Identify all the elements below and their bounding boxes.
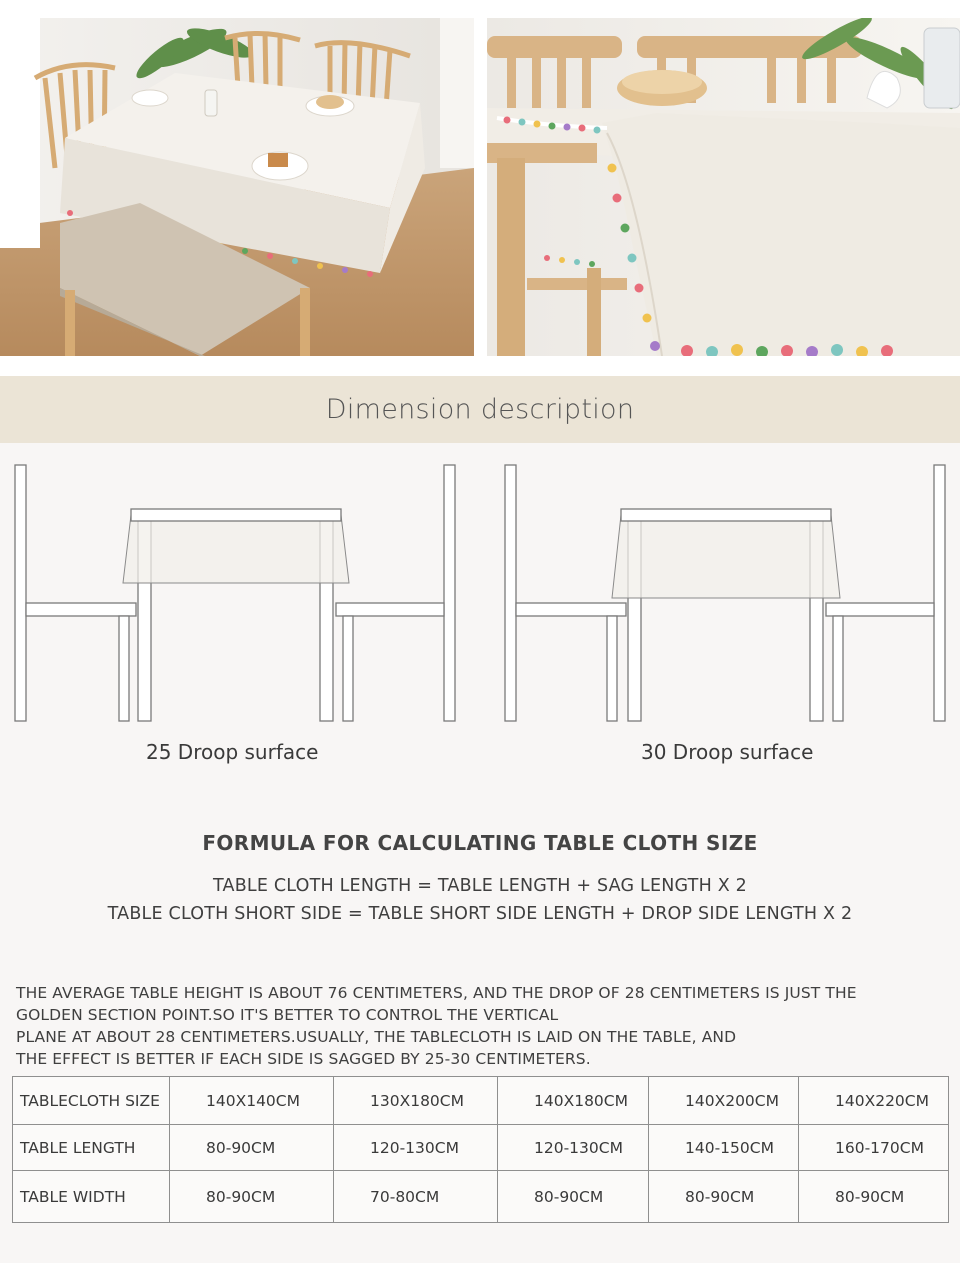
left-chair-seat xyxy=(516,603,626,616)
right-chair-leg xyxy=(833,616,843,721)
table-cell: 80-90CM xyxy=(649,1171,799,1223)
note-line: THE EFFECT IS BETTER IF EACH SIDE IS SAGGED BY 25-30 CENTIMETERS. xyxy=(16,1050,591,1068)
diagram-30-droop xyxy=(490,460,960,730)
size-table xyxy=(12,1076,949,1223)
note-line: GOLDEN SECTION POINT.SO IT'S BETTER TO CONTROL THE VERTICAL xyxy=(16,1006,559,1024)
table-cell: 140X140CM xyxy=(170,1077,334,1125)
left-chair-leg xyxy=(119,616,129,721)
left-chair-seat xyxy=(26,603,136,616)
table-cell: 140-150CM xyxy=(649,1125,799,1171)
table-cell: 70-80CM xyxy=(334,1171,498,1223)
table-row xyxy=(13,1077,949,1125)
note-line: PLANE AT ABOUT 28 CENTIMETERS.USUALLY, THE TABLECLOTH IS LAID ON THE TABLE, AND xyxy=(16,1028,737,1046)
section-title: Dimension description xyxy=(325,394,635,425)
caption-30-droop: 30 Droop surface xyxy=(641,740,814,764)
right-chair-back xyxy=(934,465,945,721)
table-cell: 80-90CM xyxy=(498,1171,649,1223)
row-header: TABLECLOTH SIZE xyxy=(13,1077,170,1125)
table-cell: 140X200CM xyxy=(649,1077,799,1125)
row-header: TABLE WIDTH xyxy=(13,1171,170,1223)
note-line: THE AVERAGE TABLE HEIGHT IS ABOUT 76 CENTIMETERS, AND THE DROP OF 28 CENTIMETERS IS JUST THE xyxy=(16,984,857,1002)
tablecloth-drop xyxy=(612,515,840,598)
photo-table-with-bench xyxy=(0,18,474,356)
formula-short-side: TABLE CLOTH SHORT SIDE = TABLE SHORT SIDE LENGTH + DROP SIDE LENGTH X 2 xyxy=(107,904,853,924)
table-cell: 80-90CM xyxy=(170,1171,334,1223)
right-chair-leg xyxy=(343,616,353,721)
right-chair-seat xyxy=(336,603,444,616)
table-top xyxy=(621,509,831,521)
formula-length: TABLE CLOTH LENGTH = TABLE LENGTH + SAG LENGTH X 2 xyxy=(213,876,747,896)
table-cell: 130X180CM xyxy=(334,1077,498,1125)
photo-tablecloth-detail xyxy=(487,18,960,356)
left-chair-leg xyxy=(607,616,617,721)
section-banner xyxy=(0,376,960,443)
left-chair-back xyxy=(505,465,516,721)
diagram-25-droop xyxy=(0,460,470,730)
table-cell: 80-90CM xyxy=(170,1125,334,1171)
left-chair-back xyxy=(15,465,26,721)
formula-title: FORMULA FOR CALCULATING TABLE CLOTH SIZE xyxy=(202,831,758,855)
table-cell: 80-90CM xyxy=(799,1171,949,1223)
right-chair-back xyxy=(444,465,455,721)
right-chair-seat xyxy=(826,603,934,616)
tablecloth-drop xyxy=(123,515,349,583)
product-photos xyxy=(0,0,960,376)
table-row xyxy=(13,1125,949,1171)
caption-25-droop: 25 Droop surface xyxy=(146,740,319,764)
table-top xyxy=(131,509,341,521)
row-header: TABLE LENGTH xyxy=(13,1125,170,1171)
table-cell: 120-130CM xyxy=(498,1125,649,1171)
table-cell: 120-130CM xyxy=(334,1125,498,1171)
table-cell: 140X180CM xyxy=(498,1077,649,1125)
table-cell: 140X220CM xyxy=(799,1077,949,1125)
table-cell: 160-170CM xyxy=(799,1125,949,1171)
table-row xyxy=(13,1171,949,1223)
